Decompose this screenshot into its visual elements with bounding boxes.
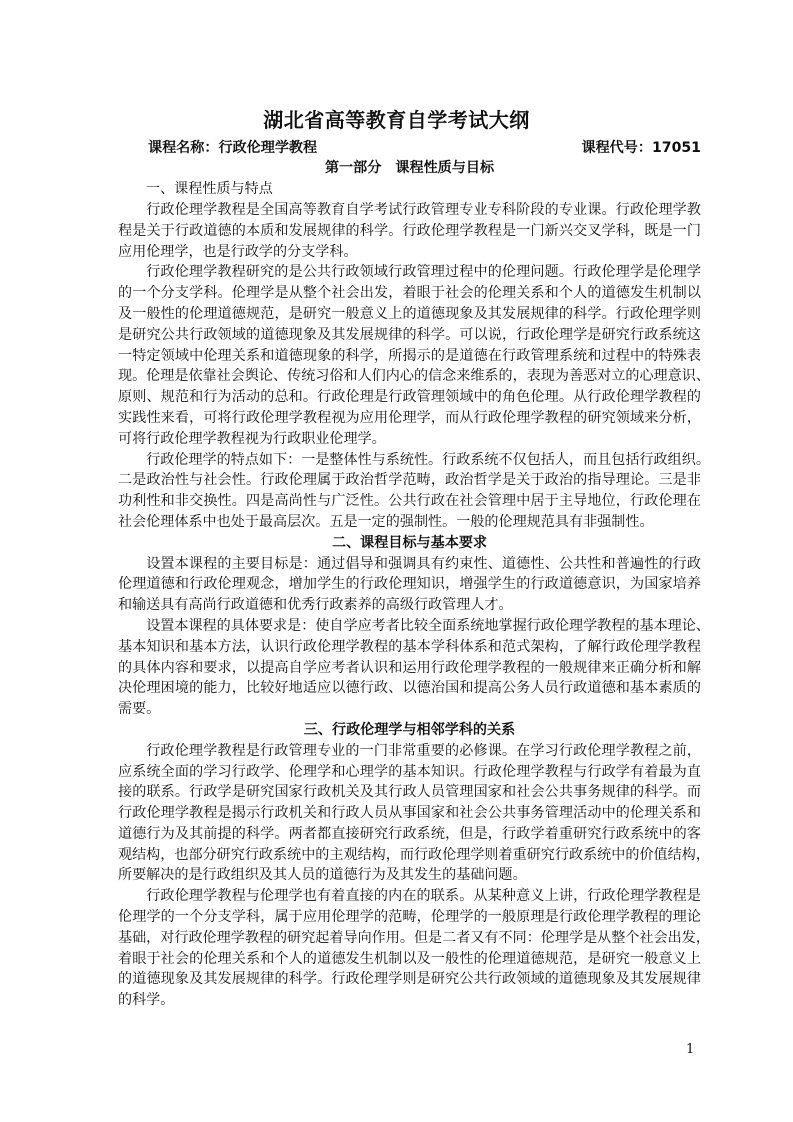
- paragraph: [118, 262, 710, 449]
- text-line: 实践性来看，可将行政伦理学教程视为应用伦理学，而从行政伦理学教程的研究领域来分析，: [118, 409, 701, 426]
- text-line: 需要。: [118, 701, 161, 718]
- course-info: [118, 138, 701, 159]
- paragraph: [118, 616, 710, 720]
- text-line: 社会伦理体系中也处于最高层次。五是一定的强制性。一般的伦理规范具有非强制性。: [118, 513, 654, 530]
- text-line: 伦理道德和行政伦理观念，增加学生的行政伦理知识，增强学生的行政道德意识，为国家培养: [118, 576, 701, 593]
- page-number: 1: [686, 1042, 695, 1057]
- text-line: 二是政治性与社会性。行政伦理属于政治哲学范畴，政治哲学是关于政治的指导理论。三是非: [118, 472, 701, 489]
- section-heading: 二、课程目标与基本要求: [331, 534, 488, 551]
- text-line: 行政伦理学教程与伦理学也有着直接的内在的联系。从某种意义上讲，行政伦理学教程是: [146, 888, 701, 905]
- text-line: 道德行为及其前提的科学。两者都直接研究行政系统，但是，行政学着重研究行政系统中的客: [118, 825, 701, 842]
- paragraph: [118, 450, 710, 533]
- text-line: 行政伦理学教程研究的是公共行政领域行政管理过程中的伦理问题。行政伦理学是伦理学: [146, 264, 701, 281]
- text-line: 设置本课程的具体要求是：使自学应考者比较全面系统地掌握行政伦理学教程的基本理论、: [146, 617, 710, 634]
- text-line: 设置本课程的主要目标是：通过倡导和强调具有约束性、道德性、公共性和普遍性的行政: [146, 555, 701, 572]
- text-line: 的具体内容和要求，以提高自学应考者认识和运用行政伦理学教程的一般规律来正确分析和解: [118, 659, 701, 676]
- text-line: 的一个分支学科。伦理学是从整个社会出发，着眼于社会的伦理关系和个人的道德发生机制以: [118, 285, 701, 302]
- part-heading: 第一部分 课程性质与目标: [324, 160, 495, 177]
- text-line: 功利性和非交换性。四是高尚性与广泛性。公共行政在社会管理中居于主导地位，行政伦理在: [118, 493, 701, 510]
- text-line: 行政伦理学教程是揭示行政机关和行政人员从事国家和社会公共事务管理活动中的伦理关系和: [118, 805, 701, 822]
- text-line: 基础，对行政伦理学教程的研究起着导向作用。但是二者又有不同：伦理学是从整个社会出发，: [118, 929, 710, 946]
- text-line: 原则、规范和行为活动的总和。行政伦理是行政管理领域中的角色伦理。从行政伦理学教程的: [118, 389, 701, 406]
- text-line: 行政伦理学的特点如下：一是整体性与系统性。行政系统不仅包括人，而且包括行政组织。: [146, 451, 710, 468]
- text-line: 观结构，也部分研究行政系统中的主观结构，而行政伦理学则着重研究行政系统中的价值结构，: [118, 846, 710, 863]
- text-line: 一特定领域中伦理关系和道德现象的科学，所揭示的是道德在行政管理系统和过程中的特殊表: [118, 347, 701, 364]
- text-line: 和输送具有高尚行政道德和优秀行政素养的高级行政管理人才。: [118, 597, 513, 614]
- text-line: 接的联系。行政学是研究国家行政机关及其行政人员管理国家和社会公共事务规律的科学。而: [118, 784, 701, 801]
- text-line: 行政伦理学教程是全国高等教育自学考试行政管理专业专科阶段的专业课。行政伦理学教: [146, 201, 701, 218]
- paragraph: [118, 741, 710, 887]
- text-line: 程是关于行政道德的本质和发展规律的科学。行政伦理学教程是一门新兴交叉学科，既是一门: [118, 222, 701, 239]
- text-line: 现。伦理是依靠社会舆论、传统习俗和人们内心的信念来维系的，表现为善恶对立的心理意识、: [118, 368, 710, 385]
- section-heading: 三、行政伦理学与相邻学科的关系: [303, 721, 516, 738]
- text-line: 应系统全面的学习行政学、伦理学和心理学的基本知识。行政伦理学教程与行政学有着最为直: [118, 763, 701, 780]
- text-line: 决伦理困境的能力，比较好地适应以德行政、以德治国和提高公务人员行政道德和基本素质的: [118, 680, 701, 697]
- text-line: 可将行政伦理学教程视为行政职业伦理学。: [118, 430, 386, 447]
- paragraph: [118, 886, 710, 1011]
- text-line: 着眼于社会的伦理关系和个人的道德发生机制以及一般性的伦理道德规范，是研究一般意义上: [118, 950, 701, 967]
- text-line: 基本知识和基本方法，认识行政伦理学教程的基本学科体系和范式架构，了解行政伦理学教程: [118, 638, 701, 655]
- text-line: 的科学。: [118, 992, 175, 1009]
- text-line: 的道德现象及其发展规律的科学。行政伦理学则是研究公共行政领域的道德现象及其发展规律: [118, 971, 701, 988]
- text-line: 及一般性的伦理道德规范，是研究一般意义上的道德现象及其发展规律的科学。行政伦理学则: [118, 305, 701, 322]
- document-body: [118, 138, 710, 1011]
- section-heading: 一、课程性质与特点: [146, 181, 273, 198]
- course-name: 课程名称：行政伦理学教程: [148, 139, 318, 156]
- text-line: 所要解决的是行政组织及其人员的道德行为及其发生的基础问题。: [118, 867, 527, 884]
- text-line: 伦理学的一个分支学科，属于应用伦理学的范畴，伦理学的一般原理是行政伦理学教程的理论: [118, 909, 701, 926]
- paragraph: [118, 554, 701, 616]
- paragraph: [118, 200, 701, 262]
- text-line: 是研究公共行政领域的道德现象及其发展规律的科学。可以说，行政伦理学是研究行政系统这: [118, 326, 701, 343]
- text-line: 行政伦理学教程是行政管理专业的一门非常重要的必修课。在学习行政伦理学教程之前，: [146, 742, 701, 759]
- document-title: 湖北省高等教育自学考试大纲: [263, 108, 530, 132]
- course-code: 课程代号：17051: [581, 139, 701, 156]
- text-line: 应用伦理学，也是行政学的分支学科。: [118, 243, 358, 260]
